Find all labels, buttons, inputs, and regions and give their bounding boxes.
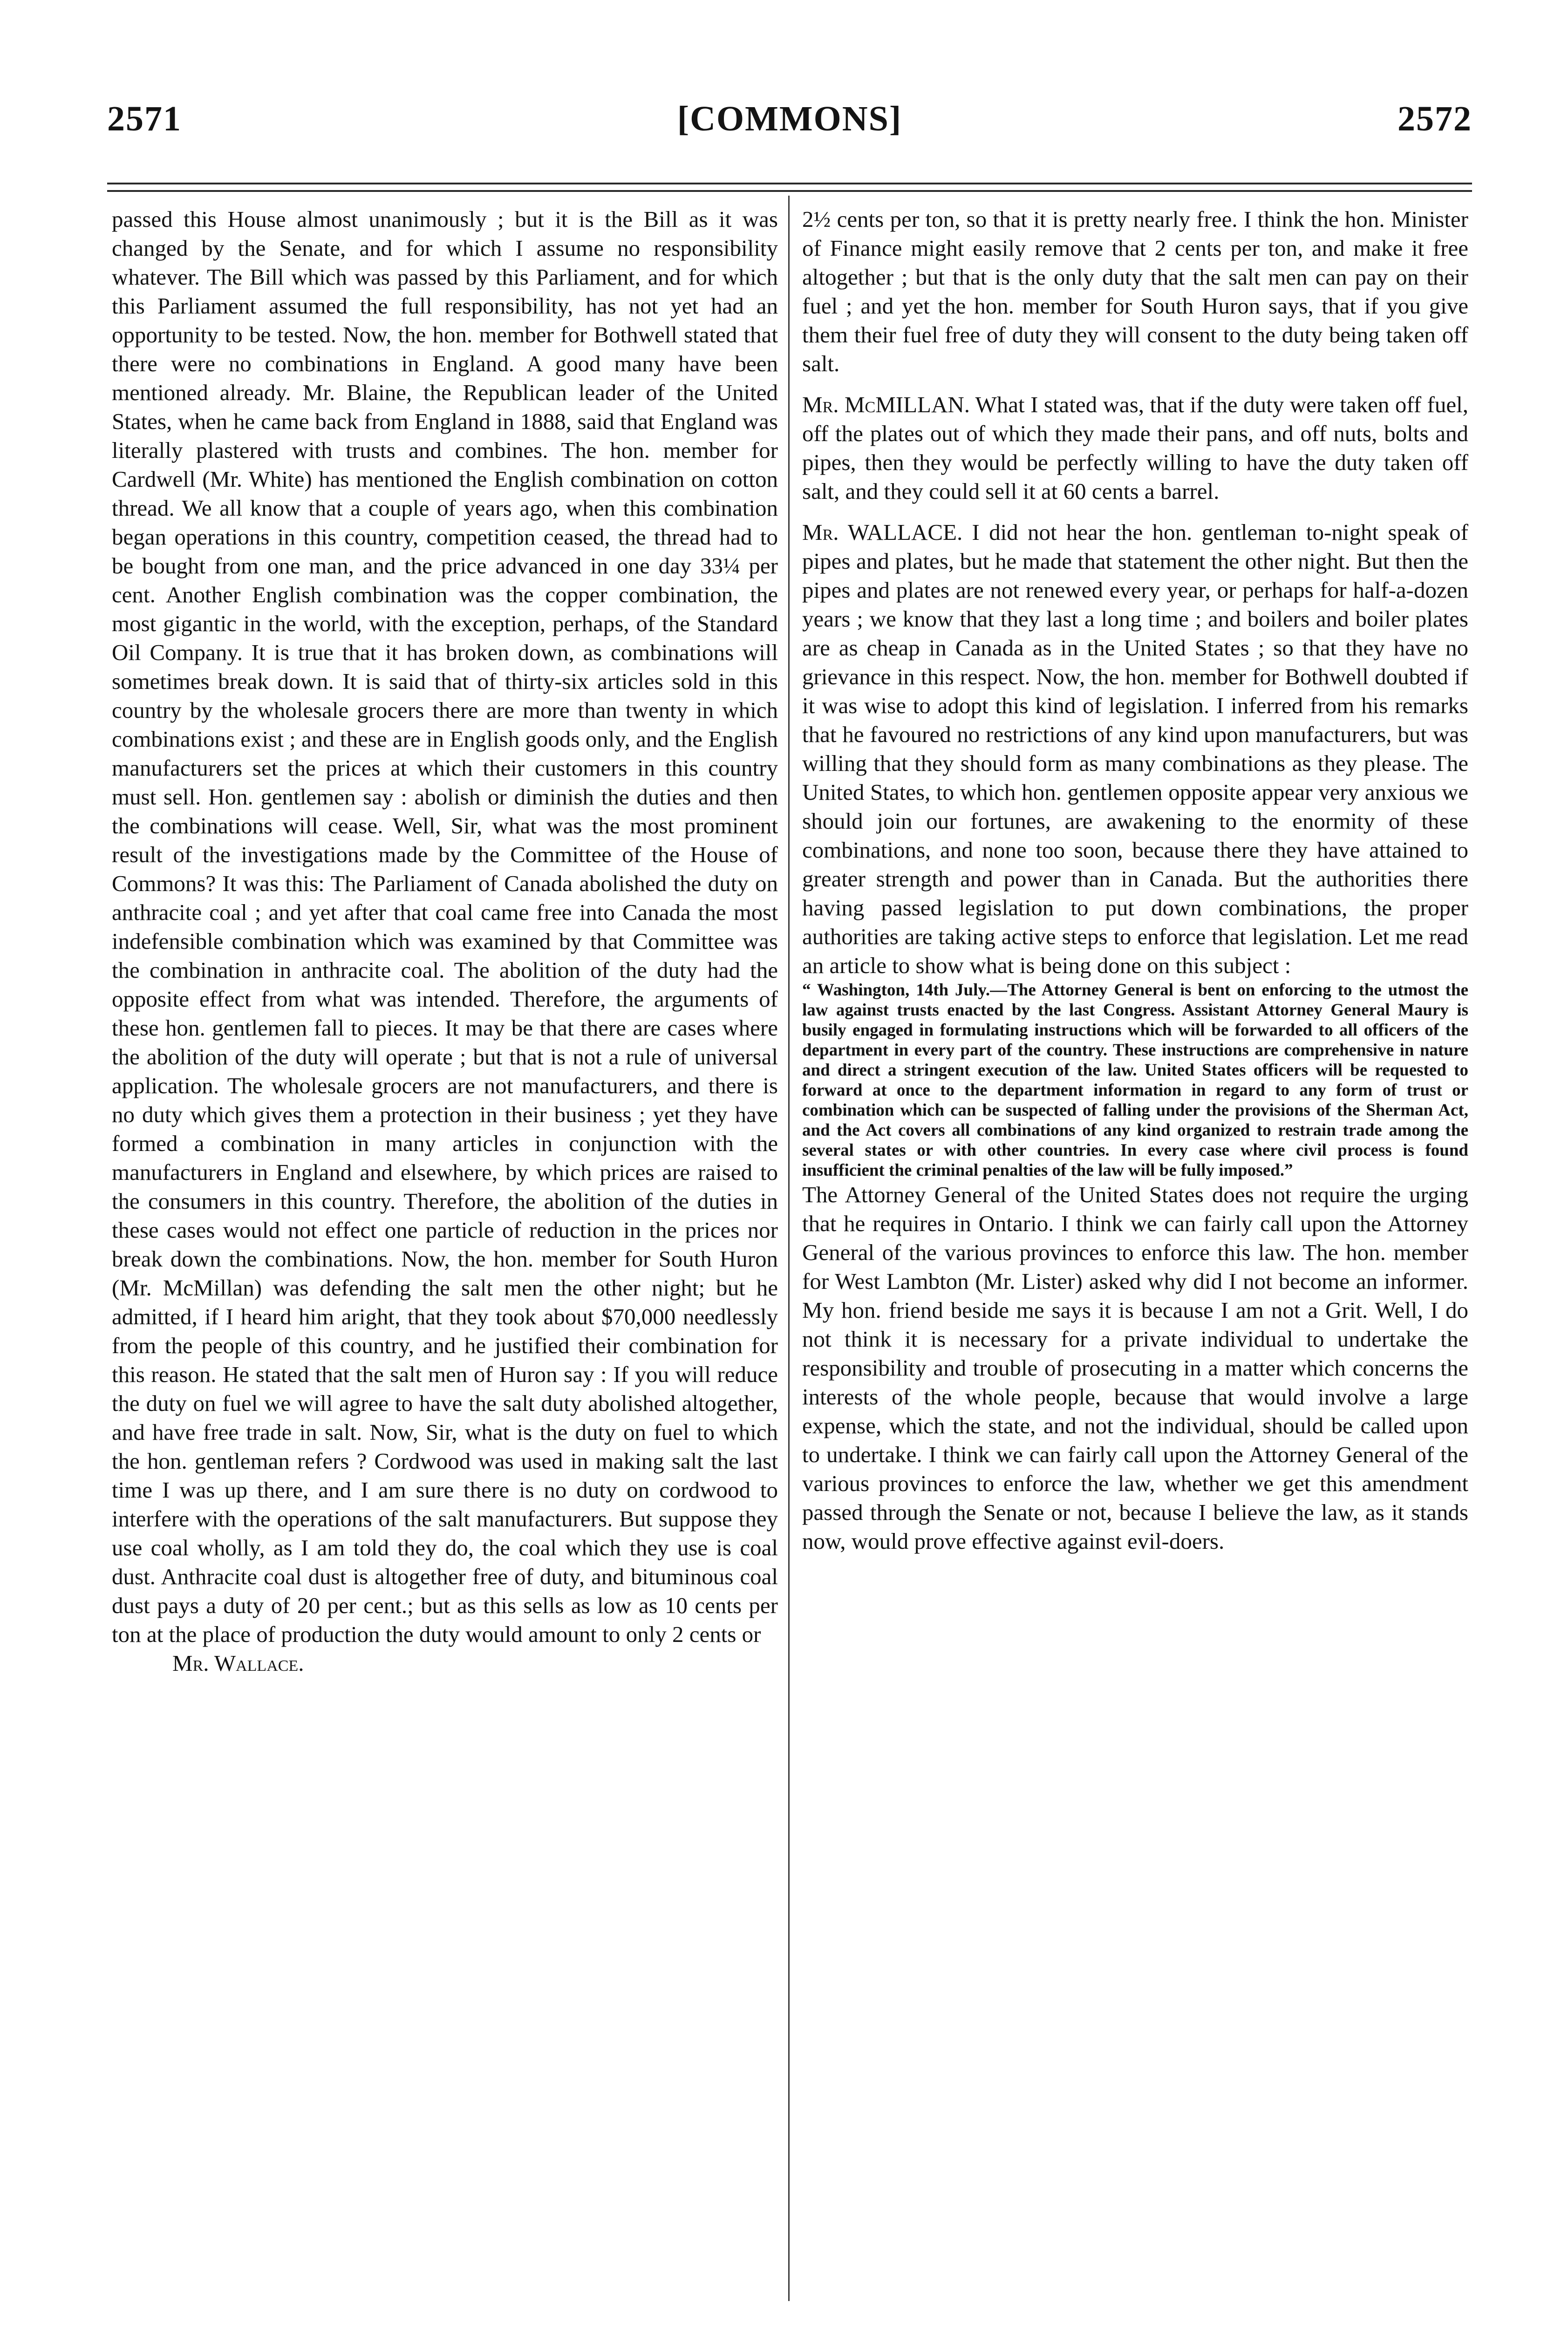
running-header-title: [COMMONS] [677,99,902,138]
page-header [107,93,1472,144]
speaker-mcmillan: Mr. McMILLAN. [802,392,970,417]
speech-wallace: I did not hear the hon. gentleman to-night speak of pipes and plates, but he made that statement the other night. But then the pipes and plates are not renewed every year, or perhaps for half-a-dozen years ; we know that they last a long time ; and boilers and boiler plates are as cheap in Canada as in the United States ; so that they have no grievance in this respect. Now, the hon. member for Bothwell doubted if it was wise to adopt this kind of legislation. I inferred from his remarks that he favoured no restrictions of any kind upon manufacturers, but was willing that they should form as many combinations as they please. The United States, to which hon. gentlemen opposite appear very anxious we should join our fortunes, are awakening to the enormity of these combinations, and none too soon, because there they have attained to greater strength and power than in Canada. But the authorities there having passed legislation to put down combinations, the proper authorities are taking active steps to enforce that legislation. Let me read an article to show what is being done on this subject : [802,519,1469,978]
column-divider [788,196,790,2301]
page-number-left: 2571 [107,99,182,138]
right-column-paragraph-4: The Attorney General of the United States does not require the urging that he requires in Ontario. I think we can fairly call upon the Attorney General of the various provinces to enforce this law. The hon. member for West Lambton (Mr. Lister) asked why did I not become an informer. My hon. friend beside me says it is because I am not a Grit. Well, I do not think it is necessary for a private individual to undertake the responsibility and trouble of prosecuting in a matter which concerns the interests of the whole people, because that would involve a large expense, which the state, and not the individual, should be called upon to undertake. I think we can fairly call upon the Attorney General of the various provinces to enforce the law, whether we get this amendment passed through the Senate or not, because I believe the law, as it stands now, would prove effective against evil-doers. [802,1182,1468,1554]
left-column-body: passed this House almost unanimously ; but it is the Bill as it was changed by the Senate, and for which I assume no responsibility whatever. The Bill which was passed by this Parliament, and for which this Parliament assumed the full responsibility, has not yet had an opportunity to be tested. Now, the hon. member for Bothwell stated that there were no combinations in England. A good many have been mentioned already. Mr. Blaine, the Republican leader of the United States, when he came back from England in 1888, said that England was literally plastered with trusts and combines. The hon. member for Cardwell (Mr. White) has mentioned the English combination on cotton thread. We all know that a couple of years ago, when this combination began operations in this country, competition ceased, the thread had to be bought from one man, and the price advanced in one day 33¼ per cent. Another English combination was the copper combination, the most gigantic in the world, with the exception, perhaps, of the Standard Oil Company. It is true that it has broken down, as combinations will sometimes break down. It is said that of thirty-six articles sold in this country by the wholesale grocers there are more than twenty in which combinations exist ; and these are in English goods only, and the English manufacturers set the prices at which their customers in this country must sell. Hon. gentlemen say : abolish or diminish the duties and then the combinations will cease. Well, Sir, what was the most prominent result of the investigations made by the Committee of the House of Commons? It was this: The Parliament of Canada abolished the duty on anthracite coal ; and yet after that coal came free into Canada the most indefensible combination which was examined by that Committee was the combination in anthracite coal. The abolition of the duty had the opposite effect from what was intended. Therefore, the arguments of these hon. gentlemen fall to pieces. It may be that there are cases where the abolition of the duty will operate ; but that is not a rule of universal application. The wholesale grocers are not manufacturers, and there is no duty which gives them a protection in their business ; yet they have formed a combination in many articles in conjunction with the manufacturers in England and elsewhere, by which prices are raised to the consumers in this country. Therefore, the abolition of the duties in these cases would not effect one particle of reduction in the prices nor break down the combinations. Now, the hon. member for South Huron (Mr. McMillan) was defending the salt men the other night; but he admitted, if I heard him aright, that they took about $70,000 needlessly from the people of this country, and he justified their combination for this reason. He stated that the salt men of Huron say : If you will reduce the duty on fuel we will agree to have the salt duty abolished altogether, and have free trade in salt. Now, Sir, what is the duty on fuel to which the hon. gentleman refers ? Cordwood was used in making salt the last time I was up there, and I am sure there is no duty on cordwood to interfere with the operations of the salt manufacturers. But suppose they use coal wholly, as I am told they do, the coal which they use is coal dust. Anthracite coal dust is altogether free of duty, and bituminous coal dust pays a duty of 20 per cent.; but as this sells as low as 10 cents per ton at the place of production the duty would amount to only 2 cents or [112,206,778,1647]
right-column-paragraph-3 [802,518,1468,980]
quoted-article: “ Washington, 14th July.—The Attorney General is bent on enforcing to the utmost the law against trusts enacted by the last Congress. Assistant Attorney General Maury is busily engaged in formulating instructions which will be forwarded to all officers of the department in every part of the country. These instructions are comprehensive in nature and direct a stringent execution of the law. United States officers will be requested to forward at once to the department information in regard to any form of trust or combination which can be suspected of falling under the provisions of the Sherman Act, and the Act covers all combinations of any kind organized to restrain trade among the several states or with other countries. In every case where civil process is found insufficient the criminal penalties of the law will be fully imposed.” [802,981,1468,1180]
page-number-right: 2572 [1398,99,1472,138]
speaker-wallace: Mr. WALLACE. [802,519,963,545]
header-rule-bottom [107,190,1472,192]
header-rule-top [107,183,1472,184]
right-column-paragraph-1: 2½ cents per ton, so that it is pretty nearly free. I think the hon. Minister of Finance might easily remove that 2 cents per ton, and make it free altogether ; but that is the only duty that the salt men can pay on their fuel ; and yet the hon. member for South Huron says, that if you give them their fuel free of duty they will consent to the duty being taken off salt. [802,206,1468,376]
left-column [112,205,778,1678]
right-column-paragraph-2 [802,390,1468,506]
speaker-attribution: Mr. Wallace. [172,1650,304,1676]
speech-mcmillan: What I stated was, that if the duty were taken off fuel, off the plates out of which they made their pans, and off nuts, bolts and pipes, then they would be perfectly willing to have the duty taken off salt, and they could sell it at 60 cents a barrel. [802,392,1468,504]
right-column [802,205,1468,1556]
